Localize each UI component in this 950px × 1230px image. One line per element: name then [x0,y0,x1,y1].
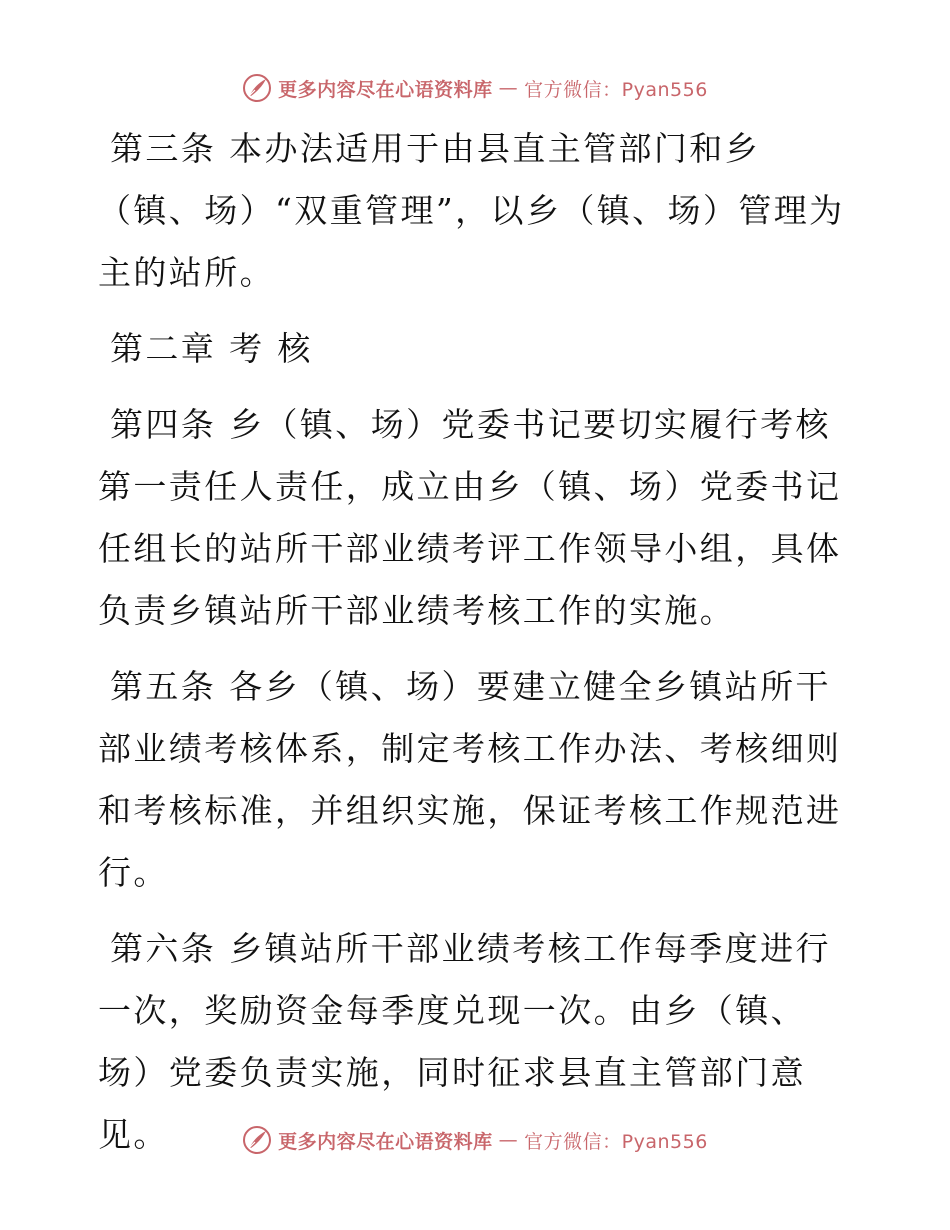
document-body [98,118,850,1180]
feather-pen-logo-icon [242,73,272,103]
chapter-2-heading: 第二章 考 核 [110,329,313,368]
feather-pen-logo-icon [242,1125,272,1155]
watermark-separator: — [498,1129,519,1151]
header-watermark [0,70,950,106]
article-3-paragraph: 第三条 本办法适用于由县直主管部门和乡（镇、场）“双重管理”，以乡（镇、场）管理为主的站所。 [98,129,845,292]
footer-watermark [0,1122,950,1158]
watermark-wechat: 官方微信：Pyan556 [524,78,708,101]
article-6-paragraph: 第六条 乡镇站所干部业绩考核工作每季度进行一次，奖励资金每季度兑现一次。由乡（镇、场）党委负责实施，同时征求县直主管部门意见。 [98,929,831,1154]
article-4-paragraph: 第四条 乡（镇、场）党委书记要切实履行考核第一责任人责任，成立由乡（镇、场）党委书记任组长的站所干部业绩考评工作领导小组，具体负责乡镇站所干部业绩考核工作的实施。 [98,405,842,630]
article-5-paragraph: 第五条 各乡（镇、场）要建立健全乡镇站所干部业绩考核体系，制定考核工作办法、考核细则和考核标准，并组织实施，保证考核工作规范进行。 [98,667,842,892]
watermark-separator: — [498,77,519,99]
watermark-text: 更多内容尽在心语资料库 [278,1130,493,1153]
watermark-text: 更多内容尽在心语资料库 [278,78,493,101]
watermark-wechat: 官方微信：Pyan556 [524,1130,708,1153]
